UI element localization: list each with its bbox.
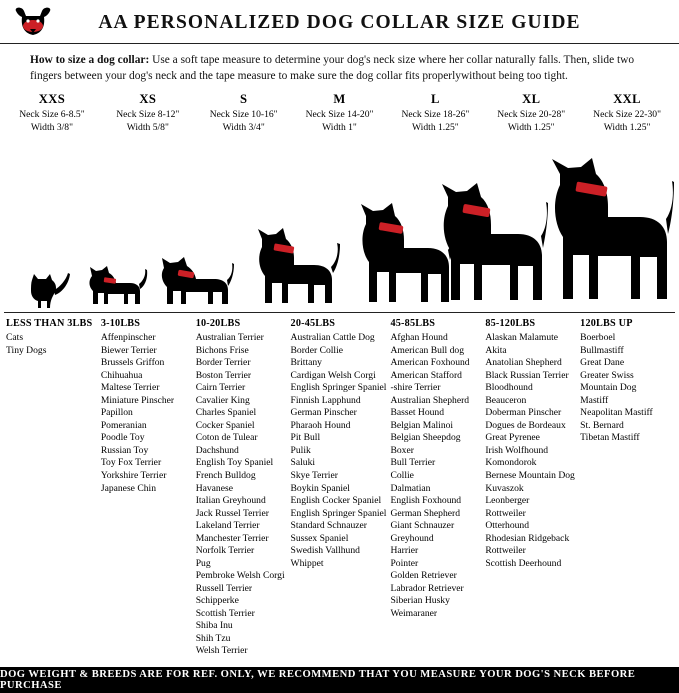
breed-item: Dalmatian bbox=[390, 482, 431, 494]
breed-item: Standard Schnauzer bbox=[290, 520, 367, 532]
breed-item: Cocker Spaniel bbox=[195, 419, 255, 431]
breed-item: Belgian Malinoi bbox=[390, 419, 454, 431]
dog-silhouette-strip bbox=[4, 138, 675, 313]
breed-item: Mastiff bbox=[580, 394, 609, 406]
size-width: Width 1.25" bbox=[412, 121, 459, 133]
breed-item: Russian Toy bbox=[100, 444, 149, 456]
breed-column-1 bbox=[101, 318, 196, 657]
bulldog-silhouette-icon bbox=[156, 250, 234, 312]
page-title: AA PERSONALIZED DOG COLLAR SIZE GUIDE bbox=[98, 11, 581, 33]
breed-column-2 bbox=[196, 318, 291, 657]
breed-item: Golden Retriever bbox=[390, 570, 457, 582]
breed-item: Australian Terrier bbox=[195, 332, 264, 344]
size-column-xxs bbox=[4, 92, 100, 134]
breed-item: Doberman Pinscher bbox=[485, 407, 562, 419]
breed-item: Toy Fox Terrier bbox=[100, 457, 162, 469]
size-label: M bbox=[333, 92, 346, 107]
breed-item: Akita bbox=[485, 344, 507, 356]
breed-item: Labrador Retriever bbox=[390, 582, 464, 594]
breed-item: Beauceron bbox=[485, 394, 527, 406]
breed-item: -shire Terrier bbox=[390, 382, 441, 394]
breed-item: Jack Russel Terrier bbox=[195, 507, 269, 519]
breed-item: French Bulldog bbox=[195, 469, 256, 481]
breed-item: Pointer bbox=[390, 557, 419, 569]
breed-item: Whippet bbox=[290, 557, 324, 569]
breed-item: Australian Cattle Dog bbox=[290, 332, 375, 344]
breed-item: Chihuahua bbox=[100, 369, 143, 381]
breed-item: Collie bbox=[390, 469, 414, 481]
breed-item: English Cocker Spaniel bbox=[290, 495, 382, 507]
size-label: XS bbox=[139, 92, 157, 107]
breed-item: Kuvaszok bbox=[485, 482, 524, 494]
breed-columns bbox=[0, 313, 679, 657]
header bbox=[0, 0, 679, 44]
breed-item: English Springer Spaniel bbox=[290, 507, 387, 519]
size-width: Width 1.25" bbox=[603, 121, 651, 133]
great-dane-silhouette-icon bbox=[534, 157, 674, 312]
breed-item: Bernese Mountain Dog bbox=[485, 469, 575, 481]
breed-item: Harrier bbox=[390, 545, 419, 557]
breed-item: Boerboel bbox=[580, 332, 616, 344]
breed-item: Charles Spaniel bbox=[195, 407, 257, 419]
breed-weight-heading: LESS THAN 3LBS bbox=[6, 318, 93, 330]
breed-weight-heading: 85-120LBS bbox=[485, 318, 536, 330]
breed-item: Irish Wolfhound bbox=[485, 444, 549, 456]
breed-item: Weimaraner bbox=[390, 607, 438, 619]
breed-item: Sussex Spaniel bbox=[290, 532, 349, 544]
breed-item: Tiny Dogs bbox=[6, 344, 47, 356]
breed-item: English Springer Spaniel bbox=[290, 382, 387, 394]
size-neck: Neck Size 10-16" bbox=[209, 109, 278, 121]
breed-item: Boxer bbox=[390, 444, 414, 456]
footer-text: DOG WEIGHT & BREEDS ARE FOR REF. ONLY, WE RECOMMEND THAT YOU MEASURE YOUR DOG'S NECK BEFORE PURCHASE bbox=[0, 669, 636, 691]
breed-item: Swedish Vallhund bbox=[290, 545, 360, 557]
breed-item: Miniature Pinscher bbox=[100, 394, 175, 406]
cat-silhouette-icon bbox=[20, 270, 74, 312]
breed-item: German Shepherd bbox=[390, 507, 461, 519]
breed-item: Maltese Terrier bbox=[100, 382, 160, 394]
size-neck: Neck Size 14-20" bbox=[305, 109, 374, 121]
breed-item: Pharaoh Hound bbox=[290, 419, 351, 431]
breed-item: Great Pyrenee bbox=[485, 432, 540, 444]
size-width: Width 3/8" bbox=[30, 121, 74, 133]
size-neck: Neck Size 6-8.5" bbox=[19, 109, 85, 121]
size-neck: Neck Size 8-12" bbox=[116, 109, 180, 121]
breed-item: Greyhound bbox=[390, 532, 434, 544]
breed-item: Pit Bull bbox=[290, 432, 321, 444]
breed-item: Cavalier King bbox=[195, 394, 250, 406]
breed-item: American Bull dog bbox=[390, 344, 465, 356]
breed-item: Komondorok bbox=[485, 457, 537, 469]
size-label: L bbox=[430, 92, 440, 107]
intro-lead: How to size a dog collar: bbox=[30, 54, 150, 66]
breed-item: Shih Tzu bbox=[195, 632, 231, 644]
breed-item: Mountain Dog bbox=[580, 382, 637, 394]
breed-item: Manchester Terrier bbox=[195, 532, 269, 544]
breed-item: Coton de Tulear bbox=[195, 432, 258, 444]
breed-item: Pembroke Welsh Corgi bbox=[195, 570, 285, 582]
breed-item: Bichons Frise bbox=[195, 344, 249, 356]
breed-item: Biewer Terrier bbox=[100, 344, 157, 356]
breed-column-4 bbox=[390, 318, 485, 657]
size-column-xs bbox=[100, 92, 196, 134]
breed-item: Leonberger bbox=[485, 495, 530, 507]
size-column-xl bbox=[483, 92, 579, 134]
breed-item: Belgian Sheepdog bbox=[390, 432, 461, 444]
breed-item: Poodle Toy bbox=[100, 432, 145, 444]
breed-item: Great Dane bbox=[580, 357, 625, 369]
breed-item: Dachshund bbox=[195, 444, 239, 456]
breed-item: Lakeland Terrier bbox=[195, 520, 260, 532]
size-columns bbox=[0, 88, 679, 134]
breed-item: Havanese bbox=[195, 482, 233, 494]
footer-disclaimer bbox=[0, 667, 679, 693]
breed-column-0 bbox=[6, 318, 101, 657]
medium-dog-silhouette-icon bbox=[244, 227, 340, 312]
breed-column-5 bbox=[485, 318, 580, 657]
breed-item: Norfolk Terrier bbox=[195, 545, 255, 557]
breed-item: Schipperke bbox=[195, 595, 239, 607]
breed-item: Pomeranian bbox=[100, 419, 147, 431]
breed-item: Rottweiler bbox=[485, 545, 526, 557]
breed-item: Pulik bbox=[290, 444, 311, 456]
breed-item: Siberian Husky bbox=[390, 595, 450, 607]
breed-item: Rottweiler bbox=[485, 507, 526, 519]
breed-weight-heading: 3-10LBS bbox=[100, 318, 141, 330]
breed-item: Pug bbox=[195, 557, 211, 569]
breed-item: German Pinscher bbox=[290, 407, 357, 419]
breed-column-6 bbox=[580, 318, 675, 657]
size-neck: Neck Size 18-26" bbox=[401, 109, 470, 121]
breed-item: Anatolian Shepherd bbox=[485, 357, 562, 369]
size-column-xxl bbox=[579, 92, 675, 134]
size-column-s bbox=[196, 92, 292, 134]
breed-item: Afghan Hound bbox=[390, 332, 448, 344]
small-terrier-silhouette-icon bbox=[82, 260, 148, 312]
breed-item: Brussels Griffon bbox=[100, 357, 165, 369]
breed-item: Japanese Chin bbox=[100, 482, 156, 494]
size-neck: Neck Size 20-28" bbox=[497, 109, 566, 121]
breed-item: Tibetan Mastiff bbox=[580, 432, 640, 444]
breed-item: Bullmastiff bbox=[580, 344, 624, 356]
breed-item: Alaskan Malamute bbox=[485, 332, 559, 344]
breed-item: Greater Swiss bbox=[580, 369, 634, 381]
dog-head-logo-icon bbox=[10, 5, 56, 41]
breed-weight-heading: 120LBS UP bbox=[580, 318, 633, 330]
breed-item: Border Terrier bbox=[195, 357, 251, 369]
breed-weight-heading: 10-20LBS bbox=[195, 318, 241, 330]
breed-item: Otterhound bbox=[485, 520, 530, 532]
intro-body: Use a soft tape measure to determine your dog's neck size where her collar naturally falls. Then, slide two fingers between your dog's neck and the tape measure to make sure the dog collar fits properlywithout being too tight. bbox=[30, 54, 635, 83]
size-width: Width 1.25" bbox=[507, 121, 555, 133]
size-neck: Neck Size 22-30" bbox=[593, 109, 662, 121]
breed-item: Russell Terrier bbox=[195, 582, 253, 594]
breed-item: Papillon bbox=[100, 407, 133, 419]
breed-item: St. Bernard bbox=[580, 419, 624, 431]
breed-item: Neapolitan Mastiff bbox=[580, 407, 653, 419]
breed-item: Shiba Inu bbox=[195, 620, 233, 632]
breed-item: Border Collie bbox=[290, 344, 344, 356]
breed-item: Boston Terrier bbox=[195, 369, 252, 381]
breed-item: Yorkshire Terrier bbox=[100, 469, 167, 481]
breed-item: Rhodesian Ridgeback bbox=[485, 532, 570, 544]
xl-dog-silhouette-icon bbox=[426, 182, 548, 312]
size-label: XXL bbox=[613, 92, 641, 107]
size-width: Width 3/4" bbox=[222, 121, 265, 133]
size-column-m bbox=[292, 92, 388, 134]
size-width: Width 1" bbox=[322, 121, 357, 133]
breed-item: English Toy Spaniel bbox=[195, 457, 274, 469]
breed-item: Black Russian Terrier bbox=[485, 369, 569, 381]
breed-item: Brittany bbox=[290, 357, 322, 369]
breed-item: Cats bbox=[6, 332, 24, 344]
size-column-l bbox=[387, 92, 483, 134]
breed-item: Dogues de Bordeaux bbox=[485, 419, 566, 431]
breed-column-3 bbox=[291, 318, 391, 657]
breed-item: Italian Greyhound bbox=[195, 495, 266, 507]
breed-item: Boykin Spaniel bbox=[290, 482, 350, 494]
breed-item: Cardigan Welsh Corgi bbox=[290, 369, 376, 381]
breed-weight-heading: 20-45LBS bbox=[290, 318, 336, 330]
size-label: S bbox=[239, 92, 248, 107]
size-label: XXS bbox=[38, 92, 66, 107]
breed-item: Australian Shepherd bbox=[390, 394, 470, 406]
breed-item: American Stafford bbox=[390, 369, 462, 381]
breed-item: Skye Terrier bbox=[290, 469, 338, 481]
breed-item: Bull Terrier bbox=[390, 457, 436, 469]
breed-item: Bloodhound bbox=[485, 382, 533, 394]
intro-paragraph bbox=[0, 44, 679, 88]
breed-item: Scottish Deerhound bbox=[485, 557, 562, 569]
breed-item: Giant Schnauzer bbox=[390, 520, 455, 532]
breed-item: Welsh Terrier bbox=[195, 645, 248, 657]
size-label: XL bbox=[522, 92, 541, 107]
breed-weight-heading: 45-85LBS bbox=[390, 318, 436, 330]
breed-item: English Foxhound bbox=[390, 495, 462, 507]
breed-item: Saluki bbox=[290, 457, 316, 469]
size-width: Width 5/8" bbox=[126, 121, 169, 133]
breed-item: Affenpinscher bbox=[100, 332, 156, 344]
breed-item: American Foxhound bbox=[390, 357, 470, 369]
breed-item: Cairn Terrier bbox=[195, 382, 246, 394]
breed-item: Finnish Lapphund bbox=[290, 394, 361, 406]
breed-item: Basset Hound bbox=[390, 407, 445, 419]
breed-item: Scottish Terrier bbox=[195, 607, 255, 619]
